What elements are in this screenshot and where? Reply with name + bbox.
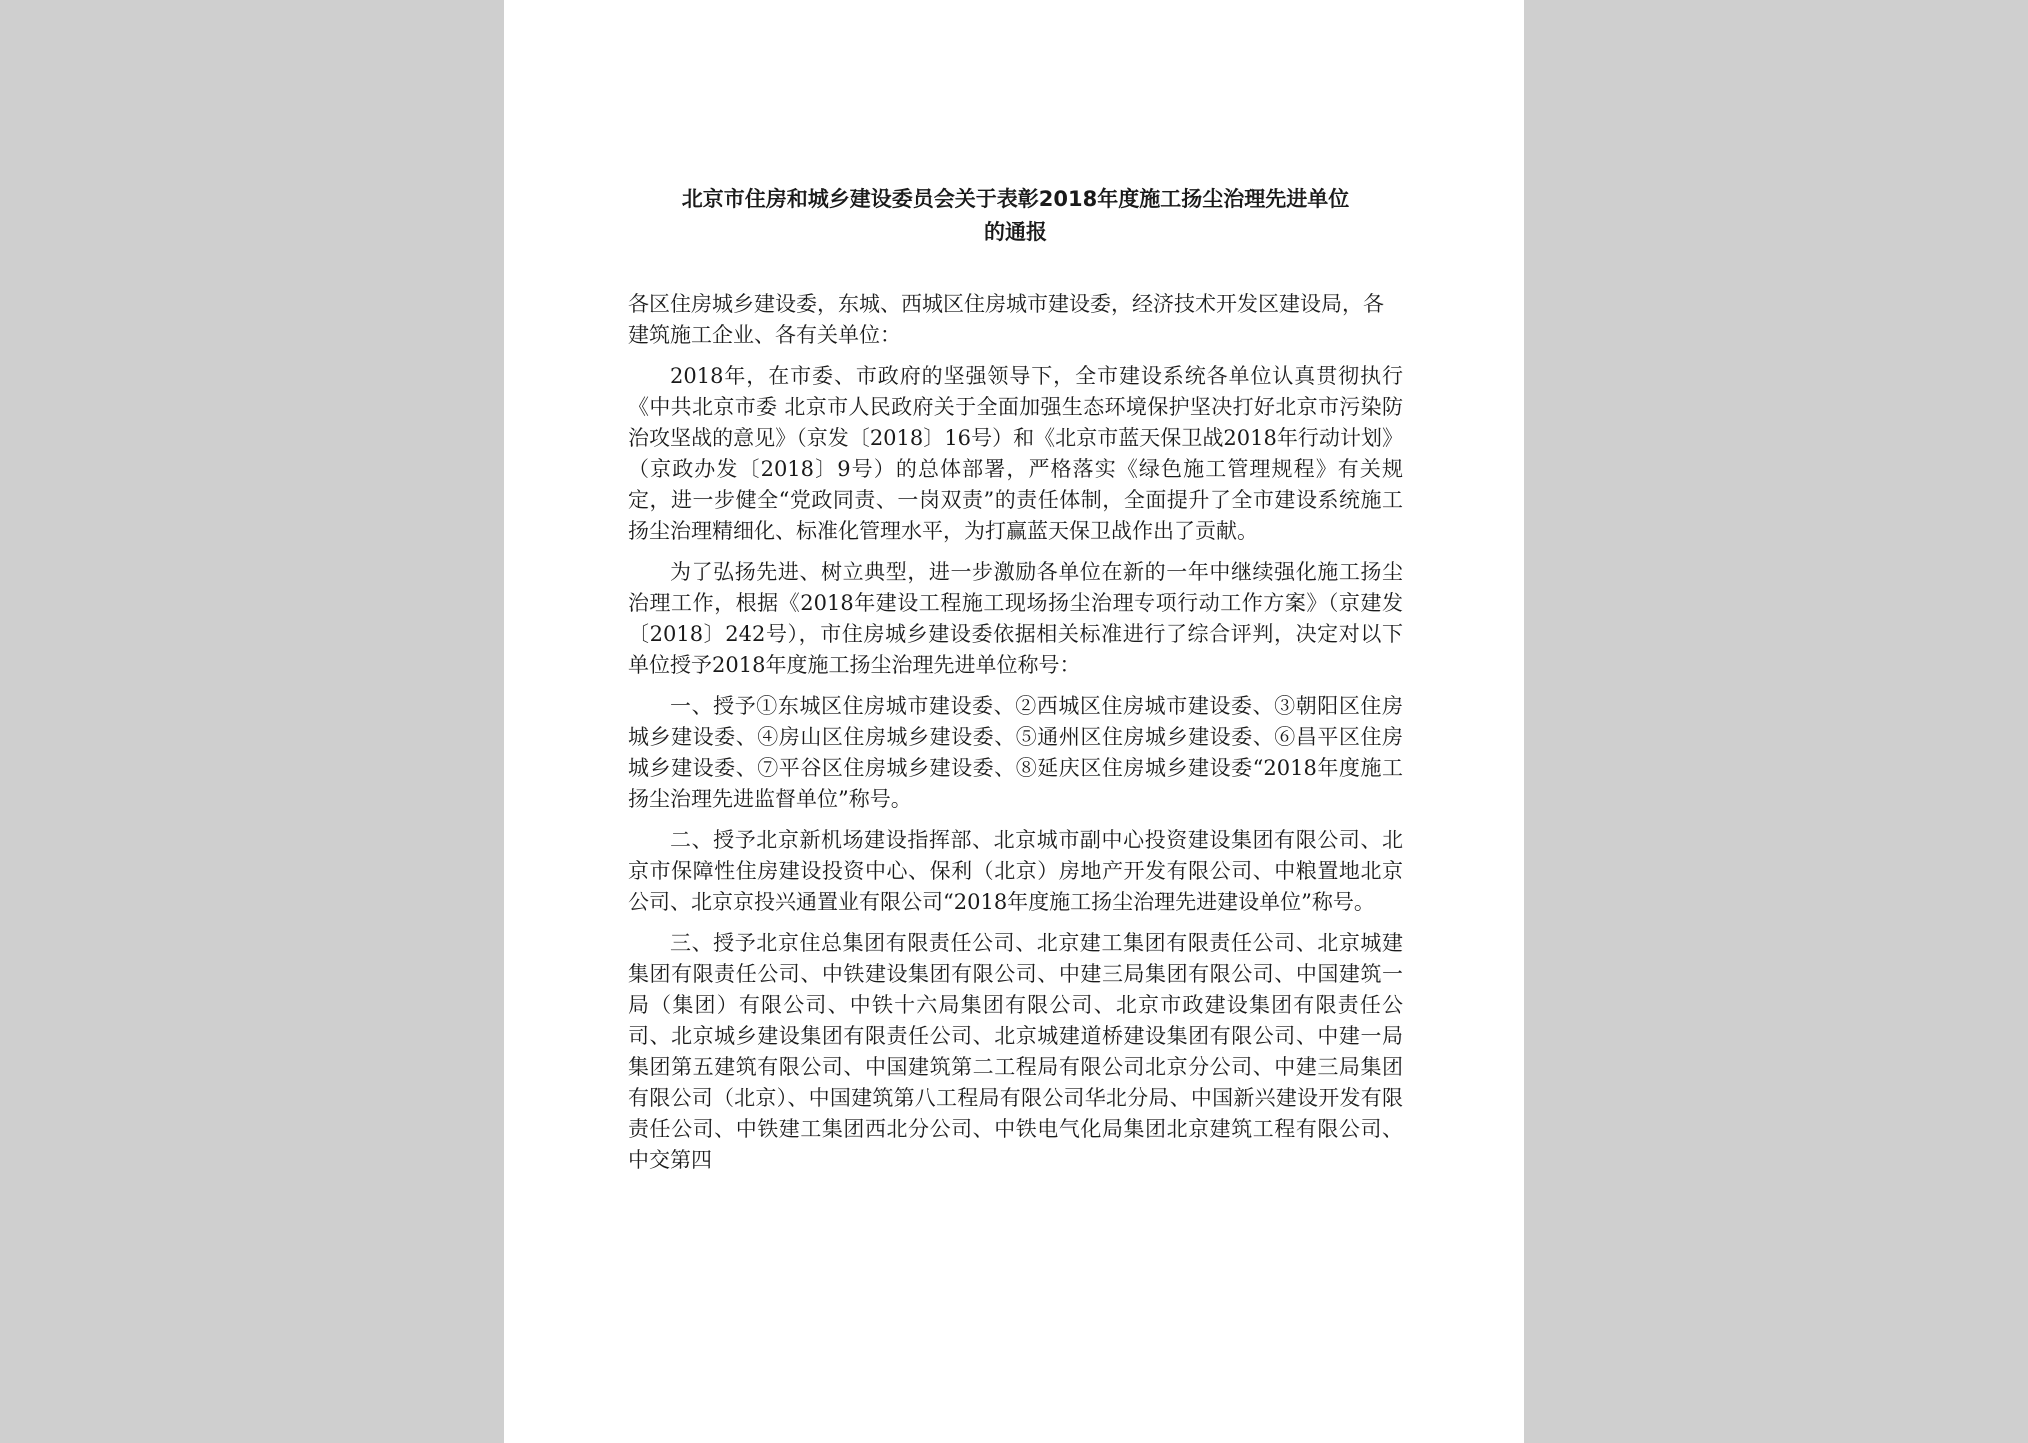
- document-page: [504, 0, 1524, 1443]
- paragraph-intro: 2018年，在市委、市政府的坚强领导下，全市建设系统各单位认真贯彻执行《中共北京市委 北京市人民政府关于全面加强生态环境保护坚决打好北京市污染防治攻坚战的意见》（京发〔2018〕16号）和《北京市蓝天保卫战2018年行动计划》（京政办发〔2018〕9号）的总体部署，严格落实《绿色施工管理规程》有关规定，进一步健全“党政同责、一岗双责”的责任体制，全面提升了全市建设系统施工扬尘治理精细化、标准化管理水平，为打赢蓝天保卫战作出了贡献。: [628, 364, 1403, 543]
- document-title: [628, 183, 1403, 249]
- paragraph-award-enterprises: 三、授予北京住总集团有限责任公司、北京建工集团有限责任公司、北京城建集团有限责任公司、中铁建设集团有限公司、中建三局集团有限公司、中国建筑一局（集团）有限公司、中铁十六局集团有限公司、北京市政建设集团有限责任公司、北京城乡建设集团有限责任公司、北京城建道桥建设集团有限公司、中建一局集团第五建筑有限公司、中国建筑第二工程局有限公司北京分公司、中建三局集团有限公司（北京）、中国建筑第八工程局有限公司华北分局、中国新兴建设开发有限责任公司、中铁建工集团西北分公司、中铁电气化局集团北京建筑工程有限公司、中交第四: [628, 931, 1403, 1172]
- salutation: 各区住房城乡建设委，东城、西城区住房城市建设委，经济技术开发区建设局，各建筑施工企业、各有关单位：: [628, 292, 1384, 347]
- document-body: [628, 183, 1403, 1186]
- paragraph-purpose: 为了弘扬先进、树立典型，进一步激励各单位在新的一年中继续强化施工扬尘治理工作，根据《2018年建设工程施工现场扬尘治理专项行动工作方案》（京建发〔2018〕242号），市住房城乡建设委依据相关标准进行了综合评判，决定对以下单位授予2018年度施工扬尘治理先进单位称号：: [628, 560, 1403, 677]
- paragraph-award-construction: 二、授予北京新机场建设指挥部、北京城市副中心投资建设集团有限公司、北京市保障性住房建设投资中心、保利（北京）房地产开发有限公司、中粮置地北京公司、北京京投兴通置业有限公司“2018年度施工扬尘治理先进建设单位”称号。: [628, 828, 1403, 914]
- paragraph-award-supervision: 一、授予①东城区住房城市建设委、②西城区住房城市建设委、③朝阳区住房城乡建设委、④房山区住房城乡建设委、⑤通州区住房城乡建设委、⑥昌平区住房城乡建设委、⑦平谷区住房城乡建设委、⑧延庆区住房城乡建设委“2018年度施工扬尘治理先进监督单位”称号。: [628, 694, 1403, 811]
- title-line-1: 北京市住房和城乡建设委员会关于表彰2018年度施工扬尘治理先进单位: [681, 187, 1350, 211]
- title-line-2: 的通报: [984, 220, 1047, 244]
